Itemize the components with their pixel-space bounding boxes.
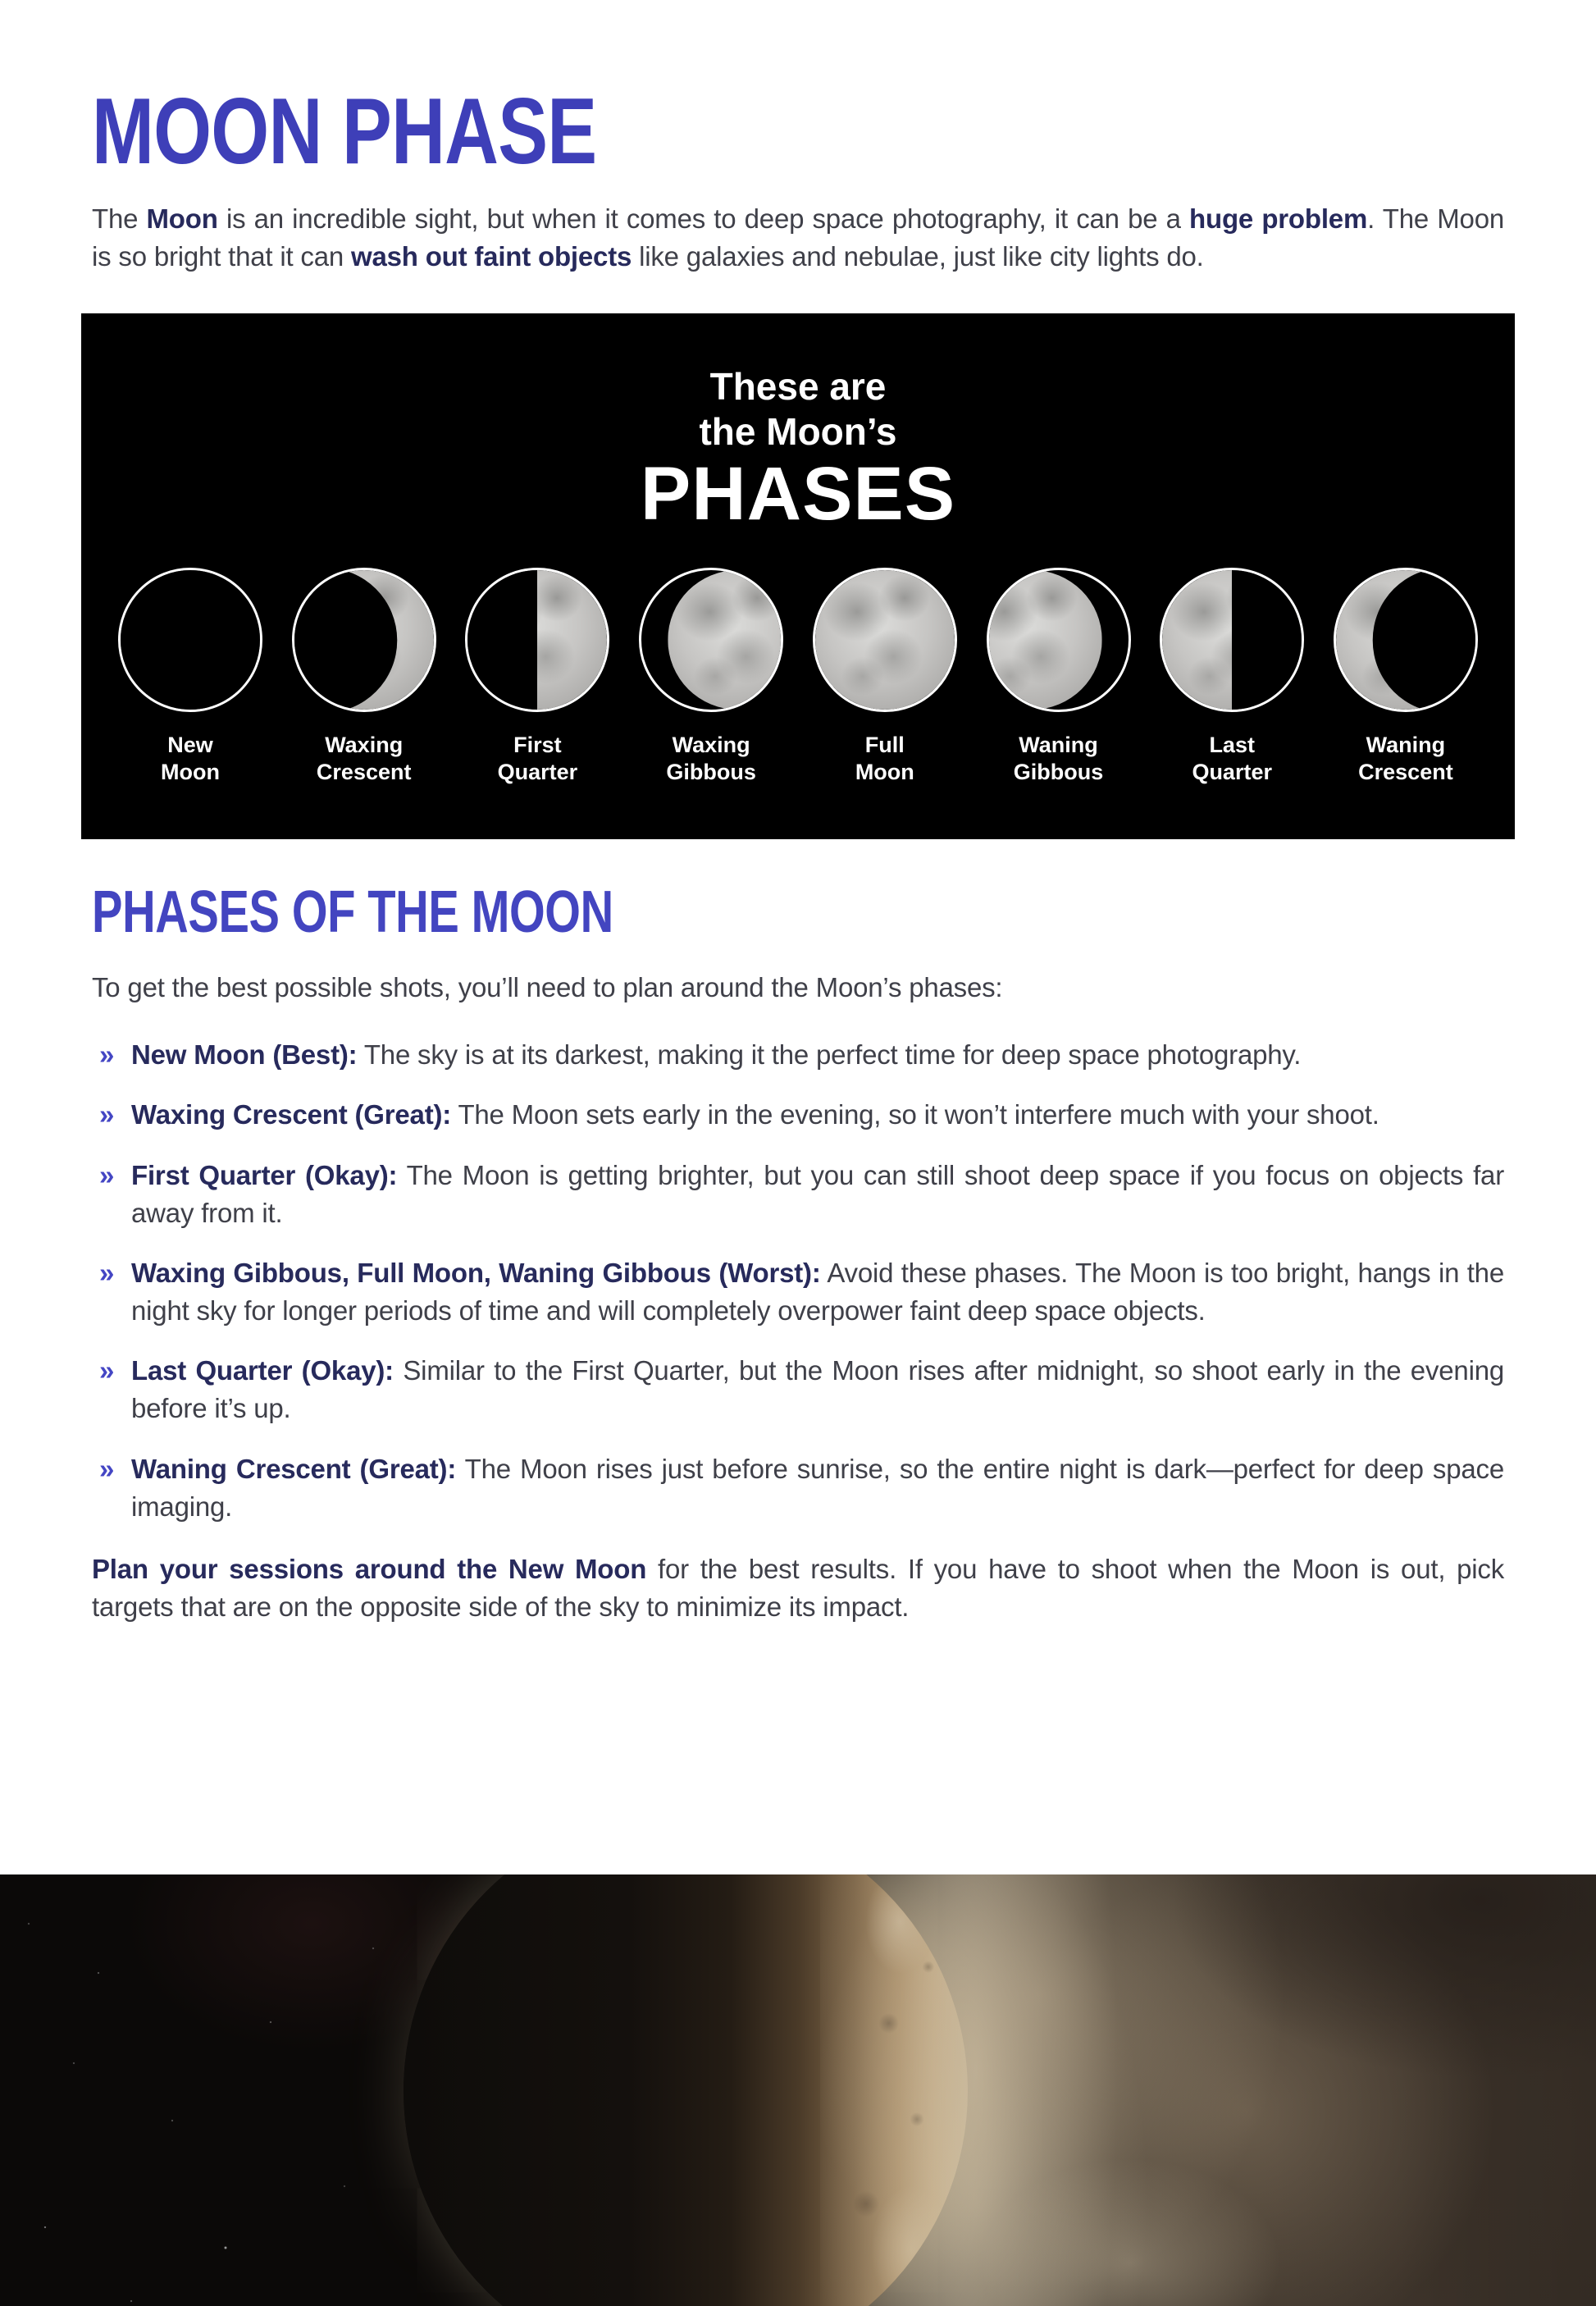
phase-advice-list	[92, 1036, 1504, 1526]
page-title	[92, 80, 1504, 184]
phase-name-bold: First Quarter (Okay):	[131, 1159, 398, 1190]
phase-label: Full Moon	[855, 733, 914, 784]
list-item-new-moon	[92, 1036, 1504, 1074]
full-moon-graphic	[813, 568, 957, 712]
section-lead: To get the best possible shots, you’ll need to plan around the Moon’s phases:	[92, 971, 1003, 1002]
phase-label: Last Quarter	[1192, 733, 1272, 784]
phase-name-bold: Waxing Gibbous, Full Moon, Waning Gibbous (Worst):	[131, 1257, 821, 1288]
phase-name-bold: New Moon (Best):	[131, 1039, 358, 1071]
phase-name-bold: Waxing Crescent (Great):	[131, 1099, 452, 1130]
bullet-marker: »	[99, 1099, 115, 1130]
bullet-marker: »	[99, 1453, 115, 1484]
phase-cell-new-moon	[106, 568, 275, 785]
phase-diagram-row	[106, 568, 1490, 785]
hero-moon-photo	[0, 1874, 1596, 2306]
figure-heading-line1: These are	[709, 365, 887, 409]
list-item-first-quarter	[92, 1157, 1504, 1232]
phase-cell-waxing-crescent	[280, 568, 449, 785]
list-item-last-quarter	[92, 1352, 1504, 1427]
bullet-text: The sky is at its darkest, making it the perfect time for deep space photography.	[363, 1039, 1302, 1071]
phase-label: First Quarter	[497, 733, 578, 784]
phase-label: Waxing Gibbous	[666, 733, 756, 784]
figure-heading	[106, 364, 1490, 535]
intro-segment: like galaxies and nebulae, just like city lights do.	[632, 241, 1204, 272]
bullet-text: The Moon sets early in the evening, so it won’t interfere much with your shoot.	[458, 1099, 1379, 1130]
phase-cell-first-quarter	[453, 568, 622, 785]
phase-cell-full-moon	[800, 568, 969, 785]
bullet-text: Similar to the First Quarter, but the Moon rises after midnight, so shoot early in the evening before it’s up.	[131, 1355, 1505, 1424]
phase-label: New Moon	[161, 733, 220, 784]
intro-segment: The	[92, 203, 147, 234]
moon-phases-figure	[81, 313, 1515, 839]
last-quarter-graphic	[1160, 568, 1304, 712]
intro-paragraph	[92, 200, 1504, 276]
phase-cell-waning-crescent	[1321, 568, 1490, 785]
new-moon-graphic	[118, 568, 262, 712]
phase-name-bold: Last Quarter (Okay):	[131, 1355, 394, 1386]
page-title-text: MOON PHASE	[92, 80, 597, 184]
phase-name-bold: Waning Crescent (Great):	[131, 1453, 457, 1484]
closing-emphasis: Plan your sessions around the New Moon	[92, 1554, 647, 1585]
phase-label: Waxing Crescent	[316, 733, 412, 784]
phase-label: Waning Gibbous	[1013, 733, 1104, 784]
intro-segment: . The Moon is so bright that it can	[92, 203, 1504, 272]
list-item-waning-crescent	[92, 1450, 1504, 1526]
phase-cell-waxing-gibbous	[627, 568, 796, 785]
bullet-marker: »	[99, 1257, 115, 1288]
list-item-waxing-crescent	[92, 1096, 1504, 1134]
intro-emphasis-moon: Moon	[146, 203, 218, 234]
photo-clouds	[820, 1874, 1596, 2306]
intro-emphasis-wash-out: wash out faint objects	[351, 241, 632, 272]
bullet-marker: »	[99, 1159, 115, 1190]
figure-heading-line3: PHASES	[640, 451, 956, 536]
closing-text: for the best results. If you have to shoot when the Moon is out, pick targets that are on the opposite side of the sky to minimize its impact.	[92, 1554, 1504, 1623]
bullet-text: The Moon rises just before sunrise, so the entire night is dark—perfect for deep space imaging.	[131, 1453, 1504, 1522]
intro-emphasis-huge-problem: huge problem	[1189, 203, 1368, 234]
bullet-text: Avoid these phases. The Moon is too bright, hangs in the night sky for longer periods of time and will completely overpower faint deep space objects.	[131, 1257, 1504, 1327]
bullet-text: The Moon is getting brighter, but you can still shoot deep space if you focus on objects far away from it.	[131, 1159, 1504, 1228]
phase-cell-last-quarter	[1147, 568, 1316, 785]
bullet-marker: »	[99, 1355, 115, 1386]
bullet-marker: »	[99, 1039, 115, 1071]
list-item-gibbous-full	[92, 1254, 1504, 1330]
phase-cell-waning-gibbous	[974, 568, 1143, 785]
first-quarter-graphic	[465, 568, 609, 712]
waxing-crescent-graphic	[292, 568, 436, 712]
section-heading	[92, 879, 1504, 946]
figure-heading-line2: the Moon’s	[699, 409, 897, 453]
closing-paragraph	[92, 1550, 1504, 1626]
phase-label: Waning Crescent	[1358, 733, 1453, 784]
section-heading-text: PHASES OF THE MOON	[92, 879, 613, 946]
waxing-gibbous-graphic	[639, 568, 783, 712]
waning-gibbous-graphic	[987, 568, 1131, 712]
intro-segment: is an incredible sight, but when it comes to deep space photography, it can be a	[217, 203, 1190, 234]
waning-crescent-graphic	[1334, 568, 1478, 712]
